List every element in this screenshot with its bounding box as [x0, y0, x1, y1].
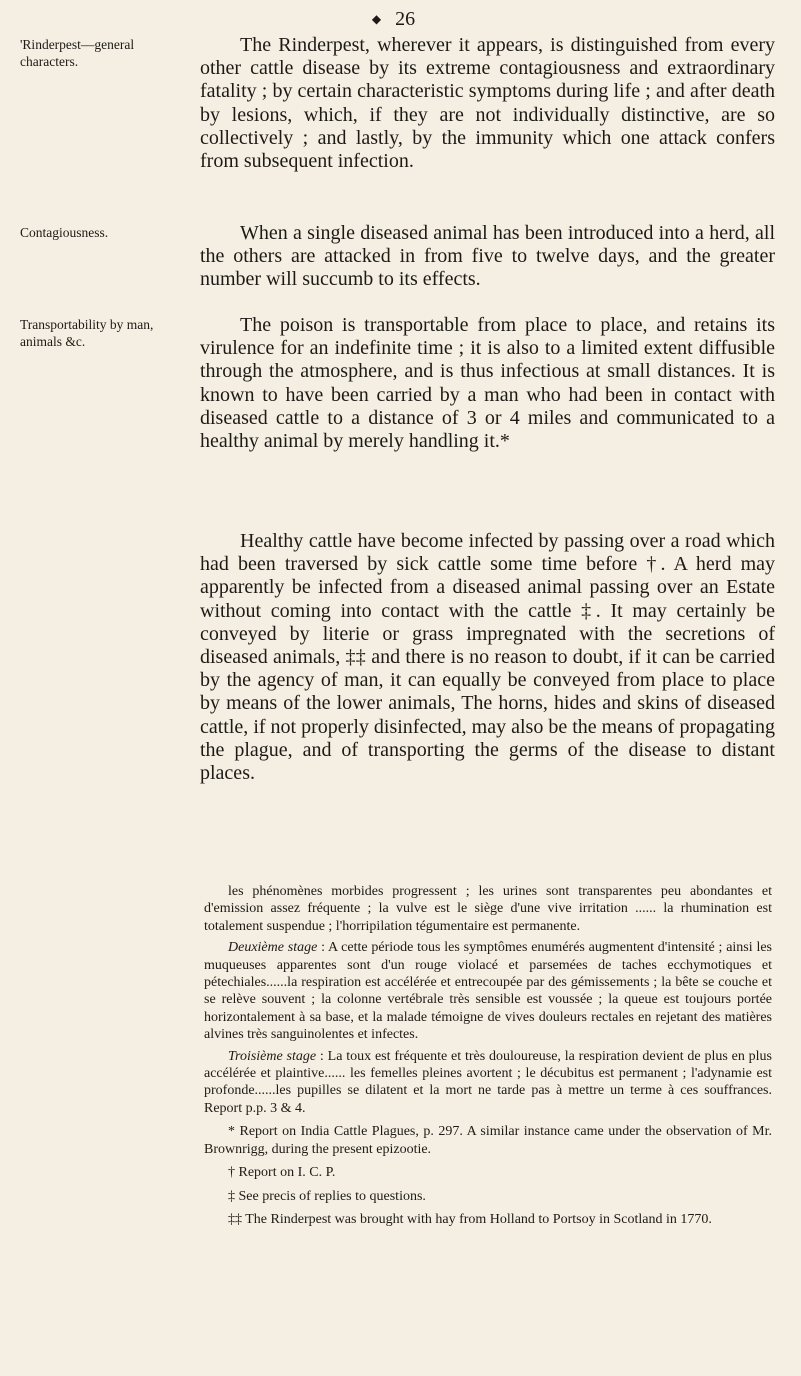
footnote-portsoy: ‡‡ The Rinderpest was brought with hay from Holland to Portsoy in Scotland in 1770.: [228, 1211, 712, 1227]
footnote-report-india: * Report on India Cattle Plagues, p. 297. A similar instance came under the observation of Mr. Brownrigg, during the present epizootie.: [204, 1124, 772, 1157]
page-number-text: 26: [395, 8, 416, 30]
footnote-quote-1: [204, 883, 772, 935]
footnote-report-icp: † Report on I. C. P.: [228, 1165, 336, 1181]
page-number: [0, 8, 801, 31]
quote-3-text: : La toux est fréquente et très douloureuse, la respiration devient de plus en plus accélérée et plaintive...... les femelles pleines avortent ; le décubitus est permanent ; l'adynamie est profonde......les pupilles se dilatent et la mort ne tarde pas à mettre un terme à ces souffrances. Report p.p. 3 & 4.: [204, 1048, 772, 1116]
margin-note-transportability: Transportability by man, animals &c.: [20, 317, 154, 349]
footnote-quote-2: [204, 939, 772, 1043]
quote-2-text: : A cette période tous les symptômes enumérés augmentent d'intensité ; ainsi les muqueuses apparentes sont d'un rouge violacé et parsemées de taches ecchymotiques et pétechiales......la respiration est accélérée et entrecoupée par des gémissements ; la bête se couche et se relève souvent ; la colonne vertébrale très sensible est voussée ; la queue est toujours portée horizontalement à sa base, et la malade témoigne de vives douleurs rectales en rejetant des matières alvines très sanguinolentes et infectes.: [204, 940, 772, 1043]
paragraph-healthy-cattle: Healthy cattle have become infected by passing over a road which had been traversed by sick cattle some time before †. A herd may apparently be infected from a diseased animal passing over an Estate without coming into contact with the cattle ‡. It may certainly be conveyed by literie or grass impregnated with the secretions of diseased animals, ‡‡ and there is no reason to doubt, if it can be carried by the agency of man, it can equally be conveyed from place to place by means of the lower animals, The horns, hides and skins of diseased cattle, if not properly disinfected, may also be the means of propagating the plague, and of transporting the germs of the disease to distant places.: [200, 530, 775, 785]
paragraph-general-characters: The Rinderpest, wherever it appears, is distinguished from every other cattle disease by its extreme contagiousness and extraordinary fatality ; by certain characteristic symptoms during life ; and after death by lesions, which, if they are not individually distinctive, are so collectively ; and lastly, by the immunity which one attack confers from subsequent infection.: [200, 34, 775, 173]
paragraph-transportability: The poison is transportable from place to place, and retains its virulence for an indefinite time ; it is also to a limited extent diffusible through the atmosphere, and is thus infectious at small distances. It is known to have been carried by a man who had been in contact with diseased cattle to a distance of 3 or 4 miles and communicated to a healthy animal by merely handling it.*: [200, 314, 775, 453]
footnotes: [204, 883, 772, 1228]
footnote-quote-3: [204, 1048, 772, 1118]
margin-note-contagiousness: Contagiousness.: [20, 225, 109, 240]
footnote-precis: ‡ See precis of replies to questions.: [228, 1188, 426, 1204]
quote-1-text: les phénomènes morbides progressent ; les urines sont transparentes peu abondantes et d'emission assez fréquente ; la vulve est le siège d'une vive irritation ...... la rhumination est totalement suspendue ; l'horripilation tégumentaire est permanente.: [204, 884, 772, 934]
quote-3-label: Troisième stage: [228, 1048, 317, 1064]
quote-2-label: Deuxième stage: [228, 940, 318, 956]
page-mark: ◆: [371, 12, 382, 26]
paragraph-contagiousness: When a single diseased animal has been introduced into a herd, all the others are attacked in from five to twelve days, and the greater number will succumb to its effects.: [200, 222, 775, 291]
margin-note-general-characters: 'Rinderpest—general characters.: [20, 37, 135, 69]
